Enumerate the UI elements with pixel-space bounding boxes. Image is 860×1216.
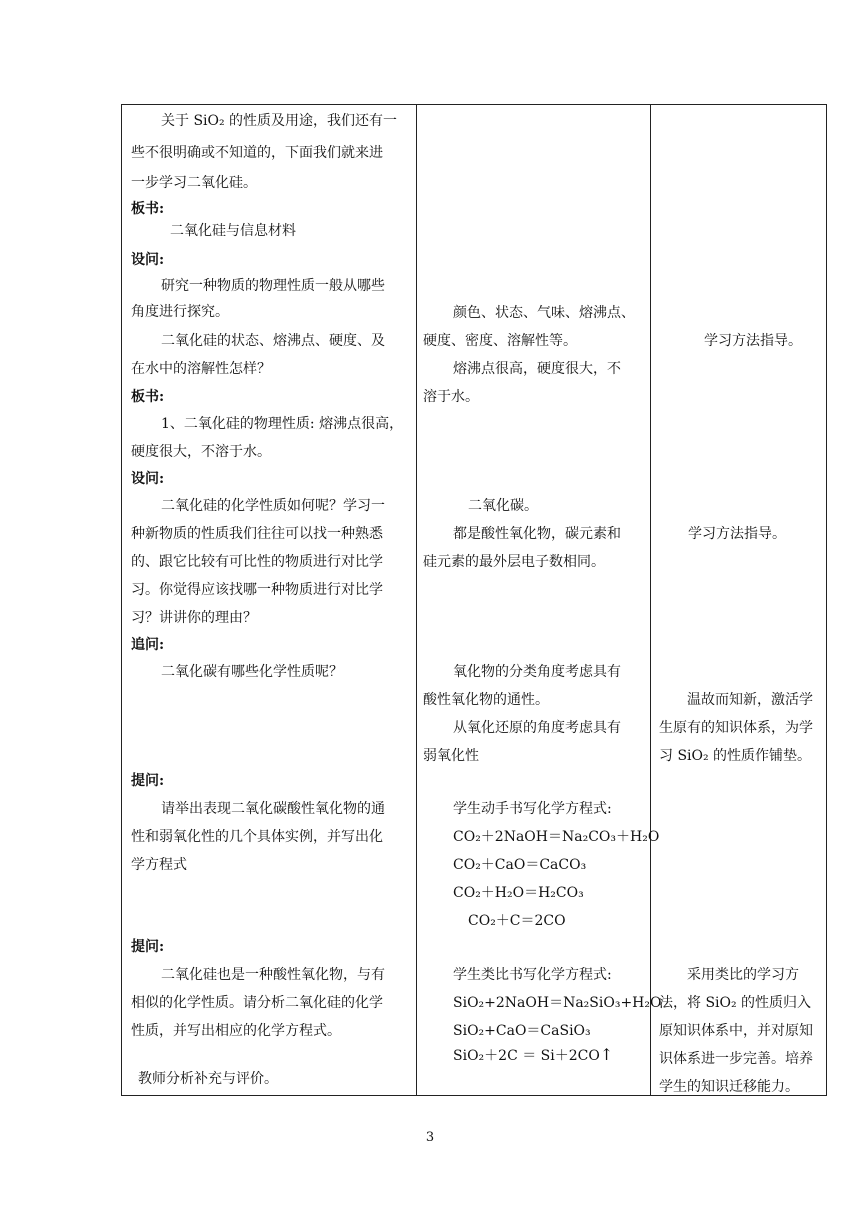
question-line: 二氧化碳有哪些化学性质呢？ (161, 664, 343, 680)
intro-line: 些不很明确或不知道的，下面我们就来进 (131, 145, 383, 161)
column-divider-2 (650, 105, 651, 1095)
intent-line: 学习方法指导。 (688, 526, 786, 542)
answer-line: 硬度、密度、溶解性等。 (423, 333, 577, 349)
board-text: 硬度很大，不溶于水。 (131, 444, 271, 460)
answer-line: 都是酸性氧化物，碳元素和 (453, 526, 621, 542)
question-line: 性和弱氧化性的几个具体实例，并写出化 (131, 829, 383, 845)
intent-line: 学生的知识迁移能力。 (659, 1079, 799, 1095)
question-line: 学方程式 (131, 857, 187, 873)
equation: SiO₂+2NaOH＝Na₂SiO₃+H₂O (453, 995, 662, 1011)
raise-heading: 提问: (131, 773, 165, 789)
intent-line: 生原有的知识体系，为学 (659, 720, 813, 736)
intent-line: 识体系进一步完善。培养 (659, 1051, 813, 1067)
intent-line: 采用类比的学习方 (687, 967, 799, 983)
equation: SiO₂+CaO＝CaSiO₃ (453, 1023, 591, 1039)
answer-line: 从氧化还原的角度考虑具有 (453, 720, 621, 736)
page-number: 3 (425, 1130, 435, 1145)
question-line: 性质，并写出相应的化学方程式。 (131, 1023, 341, 1039)
answer-line: 颜色、状态、气味、熔沸点、 (453, 305, 635, 321)
lesson-table (121, 104, 827, 1096)
intent-line: 学习方法指导。 (704, 333, 802, 349)
board-heading: 板书: (131, 389, 165, 405)
question-line: 二氧化硅也是一种酸性氧化物，与有 (161, 967, 385, 983)
intent-line: 习 SiO₂ 的性质作铺垫。 (659, 748, 812, 764)
equation: CO₂＋C＝2CO (468, 913, 566, 929)
equation: CO₂＋CaO＝CaCO₃ (453, 857, 587, 873)
answer-line: 酸性氧化物的通性。 (423, 692, 549, 708)
question-line: 研究一种物质的物理性质一般从哪些 (161, 278, 385, 294)
equation: CO₂＋H₂O＝H₂CO₃ (453, 885, 584, 901)
question-line: 的、跟它比较有可比性的物质进行对比学 (131, 554, 383, 570)
intent-line: 法，将 SiO₂ 的性质归入 (659, 995, 812, 1011)
intro-line: 关于 SiO₂ 的性质及用途，我们还有一 (161, 113, 398, 129)
board-text: 二氧化硅与信息材料 (170, 223, 296, 239)
gas-arrow-icon: ↑ (599, 1045, 614, 1064)
question-line: 习？讲讲你的理由？ (131, 610, 257, 626)
equation (453, 1047, 613, 1064)
ask-heading: 设问: (131, 252, 165, 268)
column-divider-1 (416, 105, 417, 1095)
question-line: 在水中的溶解性怎样？ (131, 361, 271, 377)
answer-line: 学生动手书写化学方程式: (453, 801, 612, 817)
question-line: 习。你觉得应该找哪一种物质进行对比学 (131, 582, 383, 598)
answer-line: 硅元素的最外层电子数相同。 (423, 554, 605, 570)
intent-line: 温故而知新，激活学 (687, 692, 813, 708)
ask-heading: 设问: (131, 471, 165, 487)
question-line: 请举出表现二氧化碳酸性氧化物的通 (161, 801, 385, 817)
board-heading: 板书: (131, 201, 165, 217)
answer-line: 氧化物的分类角度考虑具有 (453, 664, 621, 680)
question-line: 相似的化学性质。请分析二氧化硅的化学 (131, 995, 383, 1011)
board-text: 1、二氧化硅的物理性质: 熔沸点很高， (161, 416, 404, 432)
question-line: 种新物质的性质我们往往可以找一种熟悉 (131, 526, 383, 542)
teacher-evaluation: 教师分析补充与评价。 (138, 1071, 278, 1087)
intent-line: 原知识体系中，并对原知 (659, 1023, 813, 1039)
question-line: 二氧化硅的化学性质如何呢？学习一 (161, 498, 385, 514)
question-line: 二氧化硅的状态、熔沸点、硬度、及 (161, 333, 385, 349)
raise-heading: 提问: (131, 939, 165, 955)
follow-up-heading: 追问: (131, 637, 165, 653)
answer-line: 溶于水。 (423, 389, 479, 405)
question-line: 角度进行探究。 (131, 304, 229, 320)
equation: CO₂＋2NaOH＝Na₂CO₃＋H₂O (453, 829, 660, 845)
equation-text: SiO₂＋2C ＝ Si＋2CO (453, 1048, 600, 1064)
intro-line: 一步学习二氧化硅。 (131, 175, 257, 191)
answer-line: 学生类比书写化学方程式: (453, 967, 612, 983)
answer-line: 弱氧化性 (423, 748, 479, 764)
answer-line: 熔沸点很高，硬度很大，不 (453, 361, 621, 377)
answer-line: 二氧化碳。 (468, 498, 538, 514)
